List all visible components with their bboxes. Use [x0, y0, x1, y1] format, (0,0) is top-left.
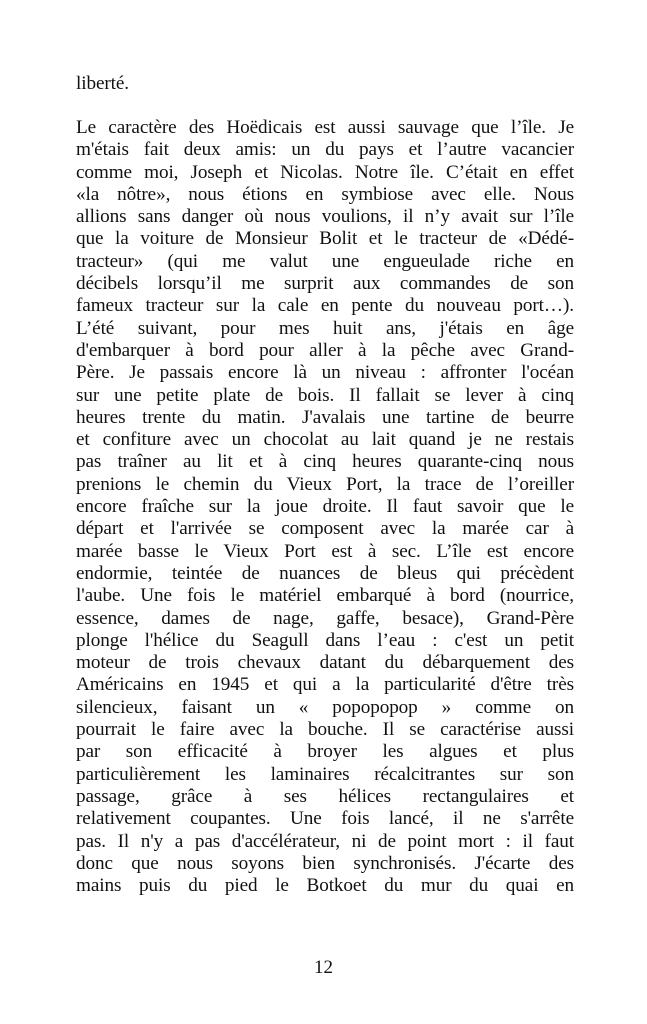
text-line: endormie, teintée de nuances de bleus qui précèdent — [76, 562, 574, 584]
text-line: moteur de trois chevaux datant du débarquement des — [76, 652, 574, 674]
text-line: passage, grâce à ses hélices rectangulaires et — [76, 785, 574, 807]
text-line: et confiture avec un chocolat au lait quand je ne restais — [76, 429, 574, 451]
text-line: tracteur» (qui me valut une engueulade riche en — [76, 250, 574, 272]
text-line: allions sans danger où nous voulions, il n’y avait sur l’île — [76, 206, 574, 228]
text-line: Père. Je passais encore là un niveau : affronter l'océan — [76, 362, 574, 384]
text-line: fameux tracteur sur la cale en pente du nouveau port…). — [76, 295, 574, 317]
text-line: pas. Il n'y a pas d'accélérateur, ni de point mort : il faut — [76, 830, 574, 852]
text-line: mains puis du pied le Botkoet du mur du quai en — [76, 875, 574, 897]
text-line: marée basse le Vieux Port est à sec. L’île est encore — [76, 540, 574, 562]
text-line: encore fraîche sur la joue droite. Il faut savoir que le — [76, 496, 574, 518]
text-line: m'étais fait deux amis: un du pays et l’autre vacancier — [76, 139, 574, 161]
text-line: essence, dames de nage, gaffe, besace), Grand-Père — [76, 607, 574, 629]
text-line: heures trente du matin. J'avalais une tartine de beurre — [76, 406, 574, 428]
text-line: Le caractère des Hoëdicais est aussi sauvage que l’île. Je — [76, 117, 574, 138]
text-line: que la voiture de Monsieur Bolit et le tracteur de «Dédé- — [76, 228, 574, 250]
page-number: 12 — [314, 957, 333, 978]
text-line: donc que nous soyons bien synchronisés. J'écarte des — [76, 852, 574, 874]
text-line: départ et l'arrivée se composent avec la marée car à — [76, 518, 574, 540]
paragraph-main — [76, 117, 574, 897]
text-line: relativement coupantes. Une fois lancé, il ne s'arrête — [76, 808, 574, 830]
text-line: pas traîner au lit et à cinq heures quarante-cinq nous — [76, 451, 574, 473]
text-line: d'embarquer à bord pour aller à la pêche avec Grand- — [76, 339, 574, 361]
text-line: sur une petite plate de bois. Il fallait se lever à cinq — [76, 384, 574, 406]
text-line: pourrait le faire avec la bouche. Il se caractérise aussi — [76, 719, 574, 741]
text-line: Américains en 1945 et qui a la particularité d'être très — [76, 674, 574, 696]
text-line: par son efficacité à broyer les algues et plus — [76, 741, 574, 763]
text-line: «la nôtre», nous étions en symbiose avec elle. Nous — [76, 183, 574, 205]
text-line: silencieux, faisant un « popopopop » comme on — [76, 696, 574, 718]
text-line: particulièrement les laminaires récalcitrantes sur son — [76, 763, 574, 785]
text-line: plonge l'hélice du Seagull dans l’eau : c'est un petit — [76, 629, 574, 651]
text-line: L’été suivant, pour mes huit ans, j'étais en âge — [76, 317, 574, 339]
text-line: prenions le chemin du Vieux Port, la trace de l’oreiller — [76, 473, 574, 495]
text-line: l'aube. Une fois le matériel embarqué à bord (nourrice, — [76, 585, 574, 607]
text-line: décibels lorsqu’il me surprit aux commandes de son — [76, 273, 574, 295]
text-line: comme moi, Joseph et Nicolas. Notre île. C’était en effet — [76, 161, 574, 183]
paragraph-continuation — [76, 73, 574, 95]
text-line: liberté. — [76, 73, 130, 94]
